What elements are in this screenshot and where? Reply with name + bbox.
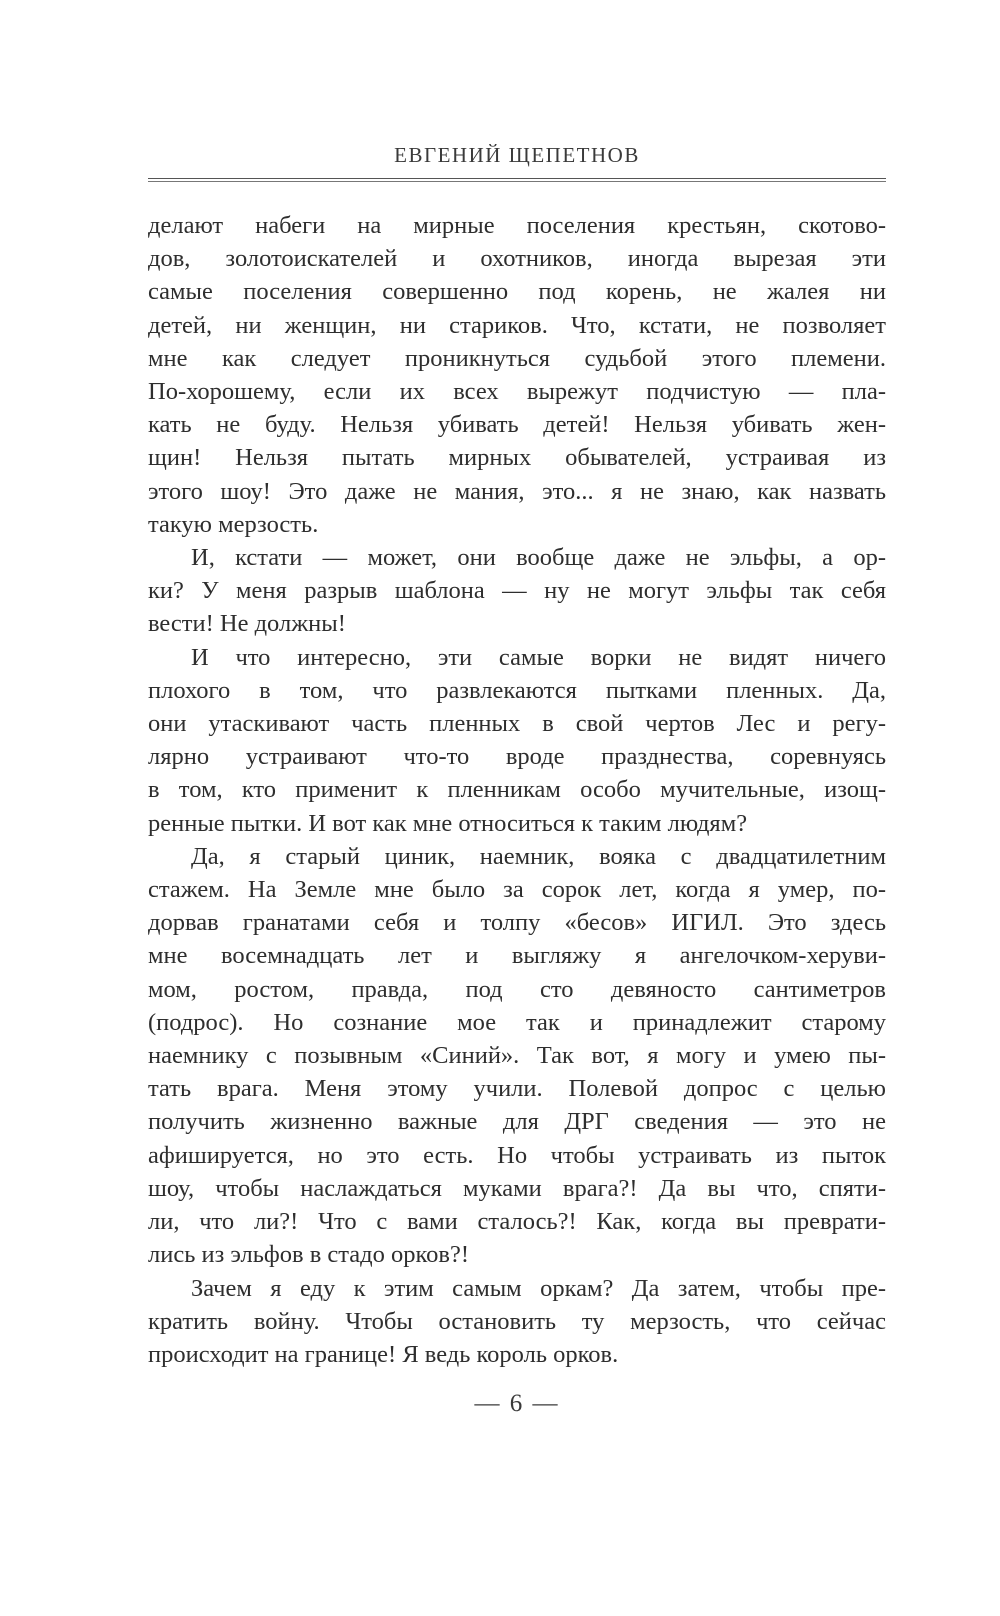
paragraph [148, 209, 886, 541]
paragraph [148, 641, 886, 840]
text-line: тать врага. Меня этому учили. Полевой допрос с целью [148, 1075, 886, 1103]
paragraph [148, 1272, 886, 1372]
text-line: И, кстати — может, они вообще даже не эльфы, а ор- [191, 544, 886, 572]
text-line: в том, кто применит к пленникам особо мучительные, изощ- [148, 776, 886, 804]
text-line: ки? У меня разрыв шаблона — ну не могут эльфы так себя [148, 577, 886, 605]
text-line: плохого в том, что развлекаются пытками пленных. Да, [148, 676, 886, 704]
running-head-author: ЕВГЕНИЙ ЩЕПЕТНОВ [394, 143, 640, 167]
text-line: дов, золотоискателей и охотников, иногда вырезая эти [148, 245, 886, 273]
text-line: афишируется, но это есть. Но чтобы устраивать из пыток [148, 1141, 886, 1169]
text-line: шоу, чтобы наслаждаться муками врага?! Да вы что, спяти- [148, 1174, 886, 1202]
text-line: получить жизненно важные для ДРГ сведения — это не [148, 1108, 886, 1136]
text-line: ренные пытки. И вот как мне относиться к таким людям? [148, 809, 748, 837]
text-line: ли, что ли?! Что с вами сталось?! Как, когда вы преврати- [148, 1208, 886, 1236]
text-line: лись из эльфов в стадо орков?! [148, 1241, 470, 1269]
text-line: По-хорошему, если их всех вырежут подчистую — пла- [148, 378, 886, 406]
text-line: Зачем я еду к этим самым оркам? Да затем, чтобы пре- [191, 1274, 886, 1302]
text-line: происходит на границе! Я ведь король орков. [148, 1340, 619, 1368]
text-line: мне восемнадцать лет и выгляжу я ангелочком-херуви- [148, 942, 886, 970]
text-line: этого шоу! Это даже не мания, это... я не знаю, как назвать [148, 477, 886, 505]
text-line: стажем. На Земле мне было за сорок лет, когда я умер, по- [148, 876, 886, 904]
text-line: они утаскивают часть пленных в свой чертов Лес и регу- [148, 710, 886, 738]
text-line: лярно устраивают что-то вроде празднества, соревнуясь [148, 743, 886, 771]
body-text [148, 209, 886, 1371]
text-line: кать не буду. Нельзя убивать детей! Нельзя убивать жен- [148, 411, 886, 439]
text-line: кратить войну. Чтобы остановить ту мерзость, что сейчас [148, 1307, 886, 1335]
text-line: вести! Не должны! [148, 610, 346, 638]
paragraph [148, 541, 886, 641]
text-line: делают набеги на мирные поселения крестьян, скотово- [148, 212, 886, 239]
text-line: мне как следует проникнуться судьбой этого племени. [148, 344, 886, 372]
text-line: И что интересно, эти самые ворки не видят ничего [191, 643, 886, 671]
text-line: самые поселения совершенно под корень, не жалея ни [148, 278, 886, 306]
text-line: (подрос). Но сознание мое так и принадлежит старому [148, 1008, 886, 1036]
text-line: такую мерзость. [148, 510, 319, 538]
text-line: Да, я старый циник, наемник, вояка с двадцатилетним [191, 842, 886, 870]
text-line: детей, ни женщин, ни стариков. Что, кстати, не позволяет [148, 311, 886, 339]
book-page [148, 0, 886, 1616]
page-number: — 6 — [474, 1390, 560, 1417]
text-line: щин! Нельзя пытать мирных обывателей, устраивая из [148, 444, 886, 472]
text-line: мом, ростом, правда, под сто девяносто сантиметров [148, 975, 886, 1003]
text-line: дорвав гранатами себя и толпу «бесов» ИГИЛ. Это здесь [148, 909, 886, 937]
text-line: наемнику с позывным «Синий». Так вот, я могу и умею пы- [148, 1042, 886, 1070]
header-rule [148, 178, 886, 182]
paragraph [148, 840, 886, 1272]
